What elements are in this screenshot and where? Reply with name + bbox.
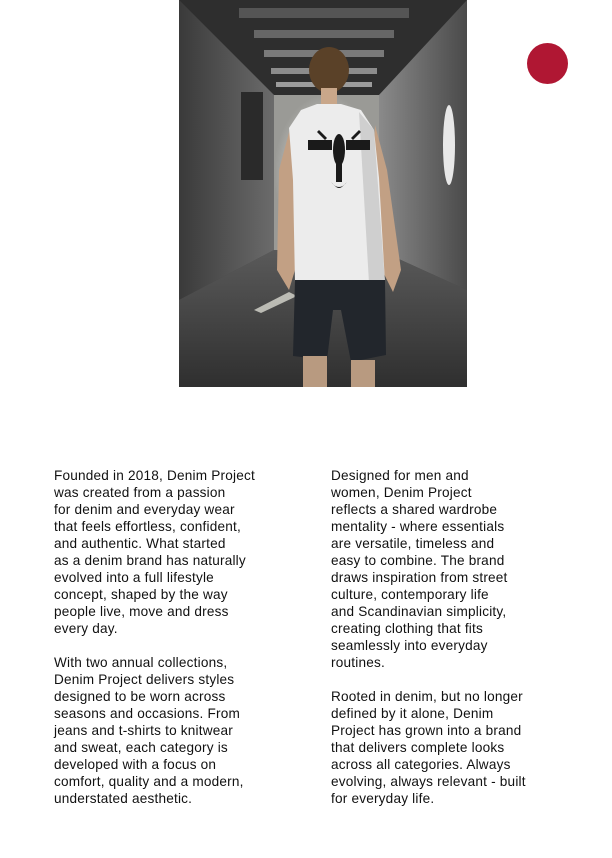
text-line: Designed for men and <box>331 468 469 483</box>
text-line: understated aesthetic. <box>54 791 193 806</box>
text-line: routines. <box>331 655 385 670</box>
text-line: concept, shaped by the way <box>54 587 228 602</box>
text-line: that delivers complete looks <box>331 740 505 755</box>
left-paragraph-1 <box>54 467 292 637</box>
hero-photo <box>179 0 467 387</box>
text-line: are versatile, timeless and <box>331 536 495 551</box>
paragraph-spacer <box>331 671 561 688</box>
paragraph-spacer <box>54 637 292 654</box>
text-line: across all categories. Always <box>331 757 511 772</box>
text-line: jeans and t-shirts to knitwear <box>54 723 234 738</box>
text-line: people live, move and dress <box>54 604 229 619</box>
text-line: for everyday life. <box>331 791 435 806</box>
text-line: Project has grown into a brand <box>331 723 522 738</box>
text-line: and authentic. What started <box>54 536 226 551</box>
text-line: defined by it alone, Denim <box>331 706 494 721</box>
text-line: draws inspiration from street <box>331 570 508 585</box>
photo-image <box>179 0 467 387</box>
text-line: and sweat, each category is <box>54 740 228 755</box>
text-line: comfort, quality and a modern, <box>54 774 244 789</box>
text-line: women, Denim Project <box>331 485 472 500</box>
text-line: as a denim brand has naturally <box>54 553 246 568</box>
left-text-column <box>54 467 292 807</box>
text-line: Rooted in denim, but no longer <box>331 689 523 704</box>
left-paragraph-2 <box>54 654 292 807</box>
right-paragraph-1 <box>331 467 561 671</box>
text-line: developed with a focus on <box>54 757 217 772</box>
text-line: seasons and occasions. From <box>54 706 240 721</box>
text-line: seamlessly into everyday <box>331 638 488 653</box>
text-line: was created from a passion <box>54 485 226 500</box>
text-line: for denim and everyday wear <box>54 502 235 517</box>
text-line: evolved into a full lifestyle <box>54 570 214 585</box>
text-line: Denim Project delivers styles <box>54 672 235 687</box>
text-line: easy to combine. The brand <box>331 553 505 568</box>
right-paragraph-2 <box>331 688 561 807</box>
text-line: With two annual collections, <box>54 655 228 670</box>
text-line: that feels effortless, confident, <box>54 519 241 534</box>
text-line: Founded in 2018, Denim Project <box>54 468 255 483</box>
accent-dot <box>527 43 568 84</box>
text-line: mentality - where essentials <box>331 519 505 534</box>
text-line: every day. <box>54 621 118 636</box>
right-text-column <box>331 467 561 807</box>
text-line: designed to be worn across <box>54 689 226 704</box>
text-line: creating clothing that fits <box>331 621 483 636</box>
text-line: and Scandinavian simplicity, <box>331 604 507 619</box>
text-line: culture, contemporary life <box>331 587 489 602</box>
text-line: reflects a shared wardrobe <box>331 502 498 517</box>
text-line: evolving, always relevant - built <box>331 774 526 789</box>
